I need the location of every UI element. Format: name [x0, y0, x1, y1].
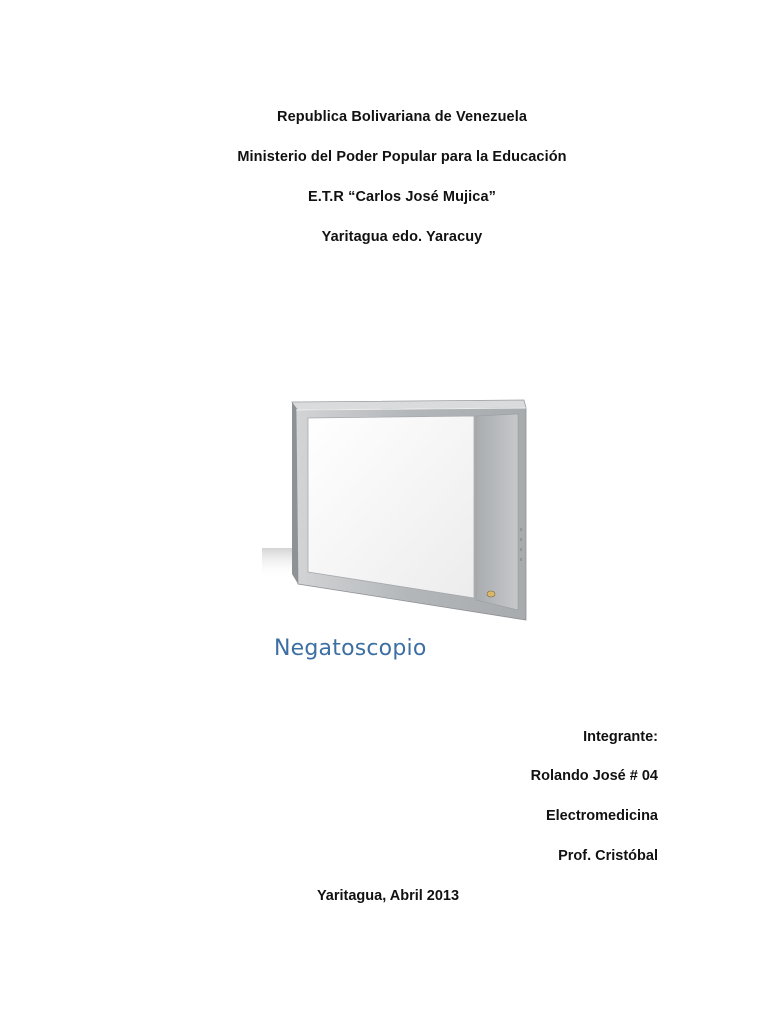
place-date: Yaritagua, Abril 2013	[316, 888, 460, 904]
header-line-school: E.T.R “Carlos José Mujica”	[308, 189, 496, 205]
subject-name: Electromedicina	[545, 808, 658, 824]
header-line-ministry: Ministerio del Poder Popular para la Educación	[237, 149, 567, 165]
student-name: Rolando José # 04	[530, 768, 658, 784]
role-label: Integrante:	[583, 729, 658, 745]
teacher-name: Prof. Cristóbal	[558, 848, 658, 864]
figure-caption: Negatoscopio	[274, 636, 427, 661]
negatoscope-illustration	[262, 388, 544, 630]
header-line-location: Yaritagua edo. Yaracuy	[321, 229, 483, 245]
negatoscope-image	[262, 388, 544, 630]
header-line-country: Republica Bolivariana de Venezuela	[277, 109, 527, 125]
